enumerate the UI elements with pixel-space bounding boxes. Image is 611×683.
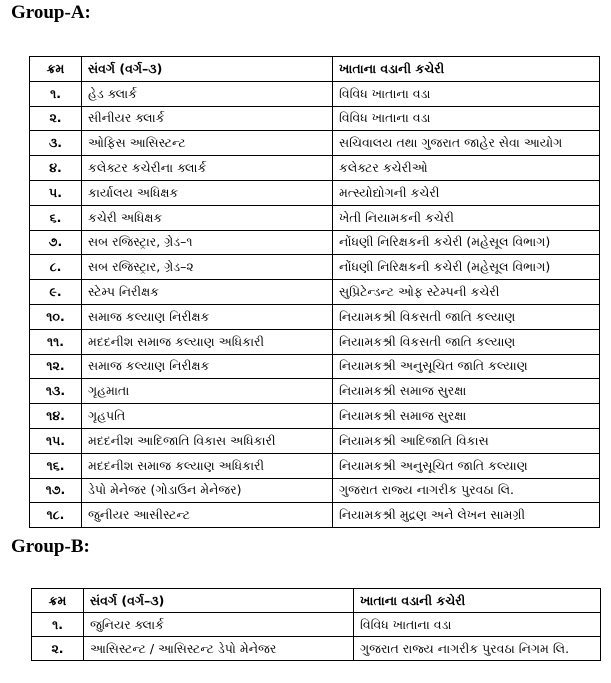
cell-office: નિયામકશ્રી વિકસતી જાતિ કલ્યાણ	[333, 304, 600, 329]
table-row	[30, 131, 600, 156]
cell-serial: ૨.	[32, 637, 84, 661]
cell-cadre: હેડ ક્લાર્ક	[82, 81, 333, 106]
table-row	[30, 81, 600, 106]
table-row	[30, 156, 600, 181]
cell-serial: ૧૬.	[30, 453, 82, 478]
cell-office: મત્સ્યોદ્યોગની કચેરી	[333, 180, 600, 205]
table-row	[30, 304, 600, 329]
cell-cadre: આસિસ્ટન્ટ / આસિસ્ટન્ટ ડેપો મેનેજર	[84, 637, 354, 661]
group-a-table	[29, 56, 600, 528]
table-row	[30, 453, 600, 478]
cell-office: વિવિધ ખાતાના વડા	[354, 613, 601, 637]
cell-cadre: કલેક્ટર કચેરીના ક્લાર્ક	[82, 156, 333, 181]
cell-cadre: જુનિયર ક્લાર્ક	[84, 613, 354, 637]
table-header-row	[30, 57, 600, 82]
cell-serial: ૮.	[30, 255, 82, 280]
cell-serial: ૧૧.	[30, 329, 82, 354]
table-row	[30, 478, 600, 503]
table-row	[32, 637, 601, 661]
cell-cadre: ગૃહપતિ	[82, 404, 333, 429]
header-serial: ક્રમ	[30, 57, 82, 82]
cell-office: વિવિધ ખાતાના વડા	[333, 106, 600, 131]
table-row	[30, 255, 600, 280]
cell-cadre: કાર્યાલય અધિક્ષક	[82, 180, 333, 205]
header-office: ખાતાના વડાની કચેરી	[333, 57, 600, 82]
cell-office: નિયામકશ્રી મુદ્રણ અને લેખન સામગ્રી	[333, 503, 600, 528]
cell-serial: ૪.	[30, 156, 82, 181]
table-row	[30, 230, 600, 255]
cell-serial: ૧૮.	[30, 503, 82, 528]
cell-cadre: જુનીયર આસીસ્ટન્ટ	[82, 503, 333, 528]
cell-cadre: ઓફિસ આસિસ્ટન્ટ	[82, 131, 333, 156]
header-serial: ક્રમ	[32, 589, 84, 613]
cell-cadre: ગૃહમાતા	[82, 379, 333, 404]
cell-office: કલેક્ટર કચેરીઓ	[333, 156, 600, 181]
cell-cadre: સીનીયર ક્લાર્ક	[82, 106, 333, 131]
cell-serial: ૧૪.	[30, 404, 82, 429]
cell-office: નિયામકશ્રી આદિજાતિ વિકાસ	[333, 428, 600, 453]
cell-serial: ૬.	[30, 205, 82, 230]
cell-office: નિયામકશ્રી વિકસતી જાતિ કલ્યાણ	[333, 329, 600, 354]
header-office: ખાતાના વડાની કચેરી	[354, 589, 601, 613]
cell-serial: ૧.	[32, 613, 84, 637]
cell-serial: ૩.	[30, 131, 82, 156]
header-cadre: સંવર્ગ (વર્ગ–૩)	[84, 589, 354, 613]
cell-serial: ૫.	[30, 180, 82, 205]
cell-office: વિવિધ ખાતાના વડા	[333, 81, 600, 106]
table-row	[30, 404, 600, 429]
cell-cadre: સમાજ કલ્યાણ નિરીક્ષક	[82, 304, 333, 329]
cell-serial: ૭.	[30, 230, 82, 255]
group-b-heading: Group-B:	[11, 536, 90, 557]
table-row	[30, 379, 600, 404]
table-row	[30, 280, 600, 305]
cell-office: નિયામકશ્રી સમાજ સુરક્ષા	[333, 404, 600, 429]
cell-office: નિયામકશ્રી અનુસૂચિત જાતિ કલ્યાણ	[333, 453, 600, 478]
cell-cadre: સબ રજિસ્ટ્રાર, ગ્રેડ–૨	[82, 255, 333, 280]
cell-cadre: મદદનીશ આદિજાતિ વિકાસ અધિકારી	[82, 428, 333, 453]
cell-cadre: કચેરી અધિક્ષક	[82, 205, 333, 230]
header-cadre: સંવર્ગ (વર્ગ–૩)	[82, 57, 333, 82]
cell-office: નિયામકશ્રી અનુસૂચિત જાતિ કલ્યાણ	[333, 354, 600, 379]
group-a-heading: Group-A:	[11, 2, 91, 23]
cell-office: ખેતી નિયામકની કચેરી	[333, 205, 600, 230]
table-row	[30, 354, 600, 379]
cell-cadre: મદદનીશ સમાજ કલ્યાણ અધિકારી	[82, 329, 333, 354]
cell-serial: ૯.	[30, 280, 82, 305]
cell-cadre: સબ રજિસ્ટ્રાર, ગ્રેડ–૧	[82, 230, 333, 255]
cell-serial: ૧૨.	[30, 354, 82, 379]
cell-office: ગુજરાત રાજ્ય નાગરીક પુરવઠા નિગમ લિ.	[354, 637, 601, 661]
cell-office: સુપ્રિટેન્ડન્ટ ઓફ સ્ટેમ્પની કચેરી	[333, 280, 600, 305]
table-row	[30, 329, 600, 354]
cell-office: નોંધણી નિરિક્ષકની કચેરી (મહેસૂલ વિભાગ)	[333, 230, 600, 255]
cell-office: ગુજરાત રાજ્ય નાગરીક પુરવઠા લિ.	[333, 478, 600, 503]
table-row	[30, 106, 600, 131]
cell-serial: ૧૩.	[30, 379, 82, 404]
table-row	[30, 503, 600, 528]
group-b-table	[31, 588, 601, 661]
cell-cadre: સ્ટેમ્પ નિરીક્ષક	[82, 280, 333, 305]
cell-serial: ૧૦.	[30, 304, 82, 329]
cell-cadre: સમાજ કલ્યાણ નિરીક્ષક	[82, 354, 333, 379]
cell-cadre: મદદનીશ સમાજ કલ્યાણ અધિકારી	[82, 453, 333, 478]
cell-office: સચિવાલય તથા ગુજરાત જાહેર સેવા આયોગ	[333, 131, 600, 156]
cell-serial: ૧૫.	[30, 428, 82, 453]
table-header-row	[32, 589, 601, 613]
cell-cadre: ડેપો મેનેજર (ગોડાઉન મેનેજર)	[82, 478, 333, 503]
cell-serial: ૨.	[30, 106, 82, 131]
table-row	[30, 428, 600, 453]
cell-serial: ૧૭.	[30, 478, 82, 503]
cell-office: નોંધણી નિરિક્ષકની કચેરી (મહેસૂલ વિભાગ)	[333, 255, 600, 280]
cell-serial: ૧.	[30, 81, 82, 106]
cell-office: નિયામકશ્રી સમાજ સુરક્ષા	[333, 379, 600, 404]
table-row	[32, 613, 601, 637]
table-row	[30, 180, 600, 205]
table-row	[30, 205, 600, 230]
